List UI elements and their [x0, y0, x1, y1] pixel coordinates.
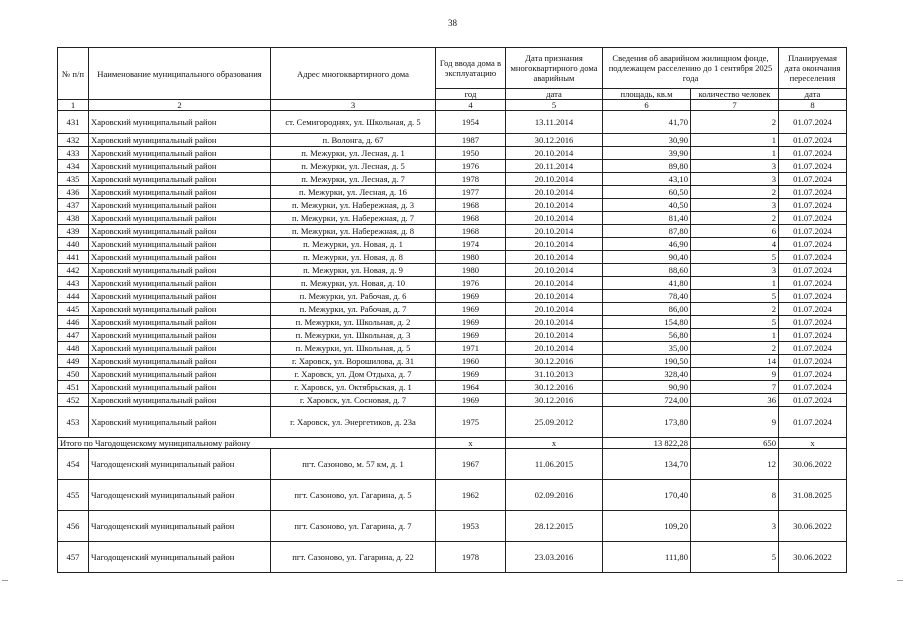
planned-date: 01.07.2024	[779, 160, 847, 173]
house-address: п. Межурки, ул. Новая, д. 1	[271, 238, 436, 251]
row-number: 451	[58, 381, 89, 394]
people-count: 1	[691, 134, 779, 147]
people-count: 5	[691, 542, 779, 573]
col-number: 1	[58, 100, 89, 111]
row-number: 441	[58, 251, 89, 264]
total-date: х	[506, 438, 603, 449]
emergency-date: 11.06.2015	[506, 449, 603, 480]
people-count: 14	[691, 355, 779, 368]
municipality-name: Харовский муниципальный район	[89, 264, 271, 277]
commission-year: 1969	[436, 368, 506, 381]
area-sqm: 89,80	[603, 160, 691, 173]
header-num: № п/п	[58, 48, 89, 100]
people-count: 12	[691, 449, 779, 480]
municipality-name: Харовский муниципальный район	[89, 134, 271, 147]
col-number: 5	[506, 100, 603, 111]
people-count: 3	[691, 199, 779, 212]
planned-date: 01.07.2024	[779, 394, 847, 407]
planned-date: 01.07.2024	[779, 238, 847, 251]
emergency-date: 20.10.2014	[506, 212, 603, 225]
row-number: 457	[58, 542, 89, 573]
municipality-name: Харовский муниципальный район	[89, 290, 271, 303]
planned-date: 01.07.2024	[779, 303, 847, 316]
commission-year: 1954	[436, 111, 506, 134]
table-row	[58, 173, 847, 186]
area-sqm: 46,90	[603, 238, 691, 251]
emergency-date: 31.10.2013	[506, 368, 603, 381]
area-sqm: 90,40	[603, 251, 691, 264]
table-row	[58, 290, 847, 303]
house-address: п. Межурки, ул. Набережная, д. 3	[271, 199, 436, 212]
people-count: 2	[691, 212, 779, 225]
table-row	[58, 542, 847, 573]
row-number: 453	[58, 407, 89, 438]
page-edge-mark	[897, 580, 903, 581]
planned-date: 01.07.2024	[779, 355, 847, 368]
subheader-area: площадь, кв.м	[603, 89, 691, 100]
row-number: 431	[58, 111, 89, 134]
col-number: 7	[691, 100, 779, 111]
people-count: 1	[691, 277, 779, 290]
planned-date: 01.07.2024	[779, 368, 847, 381]
commission-year: 1969	[436, 303, 506, 316]
subheader-date: дата	[506, 89, 603, 100]
table-row	[58, 355, 847, 368]
emergency-date: 30.12.2016	[506, 394, 603, 407]
row-number: 445	[58, 303, 89, 316]
table-row	[58, 251, 847, 264]
house-address: п. Межурки, ул. Лесная, д. 16	[271, 186, 436, 199]
people-count: 2	[691, 111, 779, 134]
header-plan-group: Планируемая дата окончания переселения	[779, 48, 847, 89]
planned-date: 01.07.2024	[779, 381, 847, 394]
area-sqm: 724,00	[603, 394, 691, 407]
planned-date: 01.07.2024	[779, 186, 847, 199]
area-sqm: 154,80	[603, 316, 691, 329]
house-address: пгт. Сазоново, ул. Гагарина, д. 22	[271, 542, 436, 573]
municipality-name: Харовский муниципальный район	[89, 303, 271, 316]
municipality-name: Харовский муниципальный район	[89, 251, 271, 264]
col-number: 8	[779, 100, 847, 111]
people-count: 9	[691, 368, 779, 381]
emergency-date: 20.10.2014	[506, 225, 603, 238]
municipality-name: Харовский муниципальный район	[89, 186, 271, 199]
row-number: 449	[58, 355, 89, 368]
area-sqm: 30,90	[603, 134, 691, 147]
planned-date: 31.08.2025	[779, 480, 847, 511]
house-address: п. Межурки, ул. Лесная, д. 1	[271, 147, 436, 160]
commission-year: 1969	[436, 394, 506, 407]
house-address: г. Харовск, ул. Энергетиков, д. 23а	[271, 407, 436, 438]
planned-date: 01.07.2024	[779, 264, 847, 277]
house-address: г. Харовск, ул. Дом Отдыха, д. 7	[271, 368, 436, 381]
people-count: 7	[691, 381, 779, 394]
municipality-name: Харовский муниципальный район	[89, 199, 271, 212]
municipality-name: Харовский муниципальный район	[89, 212, 271, 225]
row-number: 454	[58, 449, 89, 480]
table-row	[58, 480, 847, 511]
table-row	[58, 303, 847, 316]
municipality-name: Харовский муниципальный район	[89, 342, 271, 355]
people-count: 36	[691, 394, 779, 407]
emergency-date: 20.10.2014	[506, 264, 603, 277]
people-count: 3	[691, 160, 779, 173]
house-address: п. Межурки, ул. Школьная, д. 5	[271, 342, 436, 355]
area-sqm: 170,40	[603, 480, 691, 511]
commission-year: 1964	[436, 381, 506, 394]
planned-date: 30.06.2022	[779, 511, 847, 542]
total-plan: х	[779, 438, 847, 449]
table-row	[58, 264, 847, 277]
column-number-row	[58, 100, 847, 111]
municipality-name: Чагодощенский муниципальный район	[89, 480, 271, 511]
emergency-date: 20.10.2014	[506, 329, 603, 342]
table-row	[58, 212, 847, 225]
table-row	[58, 368, 847, 381]
emergency-date: 20.10.2014	[506, 316, 603, 329]
people-count: 1	[691, 147, 779, 160]
row-number: 436	[58, 186, 89, 199]
commission-year: 1962	[436, 480, 506, 511]
row-number: 446	[58, 316, 89, 329]
emergency-date: 20.10.2014	[506, 199, 603, 212]
municipality-name: Чагодощенский муниципальный район	[89, 542, 271, 573]
house-address: п. Межурки, ул. Школьная, д. 2	[271, 316, 436, 329]
emergency-date: 02.09.2016	[506, 480, 603, 511]
emergency-date: 20.10.2014	[506, 186, 603, 199]
house-address: п. Межурки, ул. Новая, д. 8	[271, 251, 436, 264]
commission-year: 1975	[436, 407, 506, 438]
municipality-name: Харовский муниципальный район	[89, 316, 271, 329]
municipality-name: Харовский муниципальный район	[89, 407, 271, 438]
table-row	[58, 111, 847, 134]
row-number: 448	[58, 342, 89, 355]
house-address: пгт. Сазоново, ул. Гагарина, д. 7	[271, 511, 436, 542]
housing-table	[57, 47, 847, 573]
area-sqm: 328,40	[603, 368, 691, 381]
table-row	[58, 449, 847, 480]
planned-date: 01.07.2024	[779, 212, 847, 225]
people-count: 5	[691, 251, 779, 264]
house-address: п. Межурки, ул. Школьная, д. 3	[271, 329, 436, 342]
people-count: 2	[691, 303, 779, 316]
municipality-name: Чагодощенский муниципальный район	[89, 449, 271, 480]
page-number: 38	[448, 18, 457, 28]
house-address: п. Межурки, ул. Рабочая, д. 7	[271, 303, 436, 316]
emergency-date: 23.03.2016	[506, 542, 603, 573]
municipality-name: Харовский муниципальный район	[89, 394, 271, 407]
row-number: 437	[58, 199, 89, 212]
house-address: п. Межурки, ул. Набережная, д. 7	[271, 212, 436, 225]
commission-year: 1978	[436, 542, 506, 573]
commission-year: 1950	[436, 147, 506, 160]
emergency-date: 28.12.2015	[506, 511, 603, 542]
total-year: х	[436, 438, 506, 449]
row-number: 444	[58, 290, 89, 303]
commission-year: 1969	[436, 329, 506, 342]
table-row	[58, 238, 847, 251]
planned-date: 01.07.2024	[779, 225, 847, 238]
subheader-people: количество человек	[691, 89, 779, 100]
total-people: 650	[691, 438, 779, 449]
commission-year: 1969	[436, 290, 506, 303]
planned-date: 30.06.2022	[779, 449, 847, 480]
planned-date: 01.07.2024	[779, 111, 847, 134]
planned-date: 01.07.2024	[779, 277, 847, 290]
emergency-date: 30.12.2016	[506, 381, 603, 394]
area-sqm: 86,00	[603, 303, 691, 316]
table-row	[58, 147, 847, 160]
area-sqm: 173,80	[603, 407, 691, 438]
table-row	[58, 407, 847, 438]
area-sqm: 81,40	[603, 212, 691, 225]
municipality-name: Харовский муниципальный район	[89, 277, 271, 290]
table-row	[58, 381, 847, 394]
area-sqm: 43,10	[603, 173, 691, 186]
municipality-name: Харовский муниципальный район	[89, 368, 271, 381]
commission-year: 1978	[436, 173, 506, 186]
total-area: 13 822,28	[603, 438, 691, 449]
planned-date: 01.07.2024	[779, 316, 847, 329]
row-number: 455	[58, 480, 89, 511]
emergency-date: 20.11.2014	[506, 160, 603, 173]
people-count: 2	[691, 342, 779, 355]
area-sqm: 78,40	[603, 290, 691, 303]
commission-year: 1969	[436, 316, 506, 329]
people-count: 8	[691, 480, 779, 511]
table-row	[58, 511, 847, 542]
area-sqm: 60,50	[603, 186, 691, 199]
municipality-name: Харовский муниципальный район	[89, 238, 271, 251]
house-address: пгт. Сазоново, м. 57 км, д. 1	[271, 449, 436, 480]
row-number: 443	[58, 277, 89, 290]
municipality-name: Харовский муниципальный район	[89, 225, 271, 238]
municipality-name: Харовский муниципальный район	[89, 173, 271, 186]
house-address: ст. Семигороднях, ул. Школьная, д. 5	[271, 111, 436, 134]
planned-date: 01.07.2024	[779, 407, 847, 438]
row-number: 438	[58, 212, 89, 225]
people-count: 1	[691, 329, 779, 342]
col-number: 6	[603, 100, 691, 111]
commission-year: 1968	[436, 225, 506, 238]
table-row	[58, 316, 847, 329]
municipality-name: Харовский муниципальный район	[89, 147, 271, 160]
emergency-date: 20.10.2014	[506, 251, 603, 264]
row-number: 447	[58, 329, 89, 342]
header-address: Адрес многоквартирного дома	[271, 48, 436, 100]
row-number: 440	[58, 238, 89, 251]
people-count: 9	[691, 407, 779, 438]
table-row	[58, 225, 847, 238]
emergency-date: 13.11.2014	[506, 111, 603, 134]
planned-date: 01.07.2024	[779, 147, 847, 160]
row-number: 433	[58, 147, 89, 160]
people-count: 6	[691, 225, 779, 238]
table-row	[58, 186, 847, 199]
row-number: 432	[58, 134, 89, 147]
municipality-name: Харовский муниципальный район	[89, 329, 271, 342]
commission-year: 1980	[436, 264, 506, 277]
house-address: п. Межурки, ул. Лесная, д. 5	[271, 160, 436, 173]
emergency-date: 20.10.2014	[506, 173, 603, 186]
house-address: п. Межурки, ул. Новая, д. 10	[271, 277, 436, 290]
commission-year: 1977	[436, 186, 506, 199]
header-name: Наименование муниципального образования	[89, 48, 271, 100]
commission-year: 1987	[436, 134, 506, 147]
municipality-name: Харовский муниципальный район	[89, 111, 271, 134]
house-address: п. Межурки, ул. Новая, д. 9	[271, 264, 436, 277]
area-sqm: 41,80	[603, 277, 691, 290]
page-edge-mark	[2, 580, 8, 581]
table-row	[58, 329, 847, 342]
commission-year: 1968	[436, 212, 506, 225]
people-count: 4	[691, 238, 779, 251]
house-address: п. Межурки, ул. Рабочая, д. 6	[271, 290, 436, 303]
house-address: п. Межурки, ул. Лесная, д. 7	[271, 173, 436, 186]
area-sqm: 56,80	[603, 329, 691, 342]
row-number: 456	[58, 511, 89, 542]
commission-year: 1971	[436, 342, 506, 355]
header-info-group: Сведения об аварийном жилищном фонде, подлежащем расселению до 1 сентября 2025 года	[603, 48, 779, 89]
planned-date: 01.07.2024	[779, 329, 847, 342]
emergency-date: 20.10.2014	[506, 342, 603, 355]
emergency-date: 20.10.2014	[506, 147, 603, 160]
row-number: 450	[58, 368, 89, 381]
subheader-plan: дата	[779, 89, 847, 100]
table-row	[58, 277, 847, 290]
municipality-name: Харовский муниципальный район	[89, 355, 271, 368]
area-sqm: 111,80	[603, 542, 691, 573]
emergency-date: 20.10.2014	[506, 303, 603, 316]
table-row	[58, 160, 847, 173]
row-number: 452	[58, 394, 89, 407]
area-sqm: 35,00	[603, 342, 691, 355]
area-sqm: 87,80	[603, 225, 691, 238]
col-number: 2	[89, 100, 271, 111]
house-address: п. Межурки, ул. Набережная, д. 8	[271, 225, 436, 238]
area-sqm: 40,50	[603, 199, 691, 212]
planned-date: 01.07.2024	[779, 134, 847, 147]
area-sqm: 190,50	[603, 355, 691, 368]
municipality-name: Чагодощенский муниципальный район	[89, 511, 271, 542]
header-date-group: Дата признания многоквартирного дома аварийным	[506, 48, 603, 89]
area-sqm: 88,60	[603, 264, 691, 277]
people-count: 3	[691, 173, 779, 186]
area-sqm: 41,70	[603, 111, 691, 134]
commission-year: 1960	[436, 355, 506, 368]
emergency-date: 20.10.2014	[506, 238, 603, 251]
house-address: г. Харовск, ул. Ворошилова, д. 31	[271, 355, 436, 368]
people-count: 5	[691, 316, 779, 329]
people-count: 3	[691, 264, 779, 277]
emergency-date: 25.09.2012	[506, 407, 603, 438]
col-number: 3	[271, 100, 436, 111]
commission-year: 1968	[436, 199, 506, 212]
table-row	[58, 134, 847, 147]
house-address: г. Харовск, ул. Сосновая, д. 7	[271, 394, 436, 407]
table-row	[58, 342, 847, 355]
commission-year: 1974	[436, 238, 506, 251]
commission-year: 1953	[436, 511, 506, 542]
planned-date: 01.07.2024	[779, 290, 847, 303]
row-number: 435	[58, 173, 89, 186]
total-label: Итого по Чагодощенскому муниципальному району	[58, 438, 436, 449]
house-address: г. Харовск, ул. Октябрьская, д. 1	[271, 381, 436, 394]
area-sqm: 109,20	[603, 511, 691, 542]
municipality-name: Харовский муниципальный район	[89, 381, 271, 394]
planned-date: 01.07.2024	[779, 251, 847, 264]
table-row	[58, 199, 847, 212]
header-year-group: Год ввода дома в эксплуатацию	[436, 48, 506, 89]
people-count: 5	[691, 290, 779, 303]
planned-date: 01.07.2024	[779, 199, 847, 212]
house-address: п. Волонга, д. 67	[271, 134, 436, 147]
row-number: 442	[58, 264, 89, 277]
area-sqm: 90,90	[603, 381, 691, 394]
emergency-date: 20.10.2014	[506, 290, 603, 303]
planned-date: 01.07.2024	[779, 173, 847, 186]
area-sqm: 39,90	[603, 147, 691, 160]
total-row	[58, 438, 847, 449]
table-row	[58, 394, 847, 407]
municipality-name: Харовский муниципальный район	[89, 160, 271, 173]
planned-date: 30.06.2022	[779, 542, 847, 573]
planned-date: 01.07.2024	[779, 342, 847, 355]
commission-year: 1967	[436, 449, 506, 480]
people-count: 3	[691, 511, 779, 542]
row-number: 434	[58, 160, 89, 173]
people-count: 2	[691, 186, 779, 199]
house-address: пгт. Сазоново, ул. Гагарина, д. 5	[271, 480, 436, 511]
commission-year: 1976	[436, 277, 506, 290]
emergency-date: 20.10.2014	[506, 277, 603, 290]
subheader-year: год	[436, 89, 506, 100]
area-sqm: 134,70	[603, 449, 691, 480]
row-number: 439	[58, 225, 89, 238]
emergency-date: 30.12.2016	[506, 134, 603, 147]
emergency-date: 30.12.2016	[506, 355, 603, 368]
commission-year: 1980	[436, 251, 506, 264]
col-number: 4	[436, 100, 506, 111]
commission-year: 1976	[436, 160, 506, 173]
